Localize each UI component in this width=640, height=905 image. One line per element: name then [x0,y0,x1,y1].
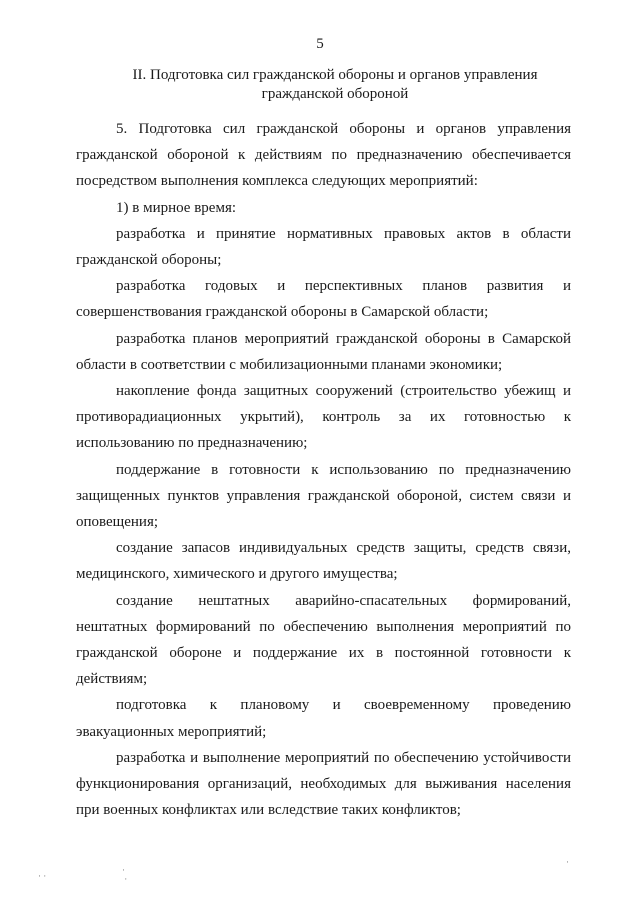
scan-speck: · [566,857,569,867]
paragraph-item: поддержание в готовности к использованию по предназначению защищенных пунктов управления гражданской обороной, систем связи и оповещения; [76,461,571,531]
paragraph-item: создание запасов индивидуальных средств защиты, средств связи, медицинского, химического и другого имущества; [76,540,571,583]
paragraph-item: разработка и принятие нормативных правовых актов в области гражданской обороны; [76,225,571,269]
paragraph-item: создание нештатных аварийно-спасательных формирований, нештатных формирований по обеспечению выполнения мероприятий по гражданской обороне и поддержание их в постоянной готовности к действиям; [76,592,571,688]
page-number: 5 [316,36,324,52]
paragraph-item: подготовка к плановому и своевременному проведению эвакуационных мероприятий; [76,697,571,740]
document-body [76,116,571,823]
paragraph-item: разработка и выполнение мероприятий по обеспечению устойчивости функционирования организаций, необходимых для выживания населения при военных конфликтах или вследствие таких конфликтов; [76,749,571,819]
paragraph-5: 5. Подготовка сил гражданской обороны и органов управления гражданской обороной к действиям по предназначению обеспечивается посредством выполнения комплекса следующих мероприятий: [76,121,571,190]
paragraph-item: разработка годовых и перспективных планов развития и совершенствования гражданской обороны в Самарской области; [76,278,571,321]
scan-speck: · · [122,865,128,884]
paragraph-peacetime: 1) в мирное время: [116,199,237,216]
section-title-line-2: гражданской обороной [261,86,409,102]
scan-speck: · · [38,871,47,881]
paragraph-item: разработка планов мероприятий гражданской обороны в Самарской области в соответствии с мобилизационными планами экономики; [76,330,571,373]
paragraph-item: накопление фонда защитных сооружений (строительство убежищ и противорадиационных укрытий), контроль за их готовностью к использованию по предназначению; [76,383,571,452]
section-title-line-1: II. Подготовка сил гражданской обороны и органов управления [132,67,538,83]
section-title [100,66,570,104]
